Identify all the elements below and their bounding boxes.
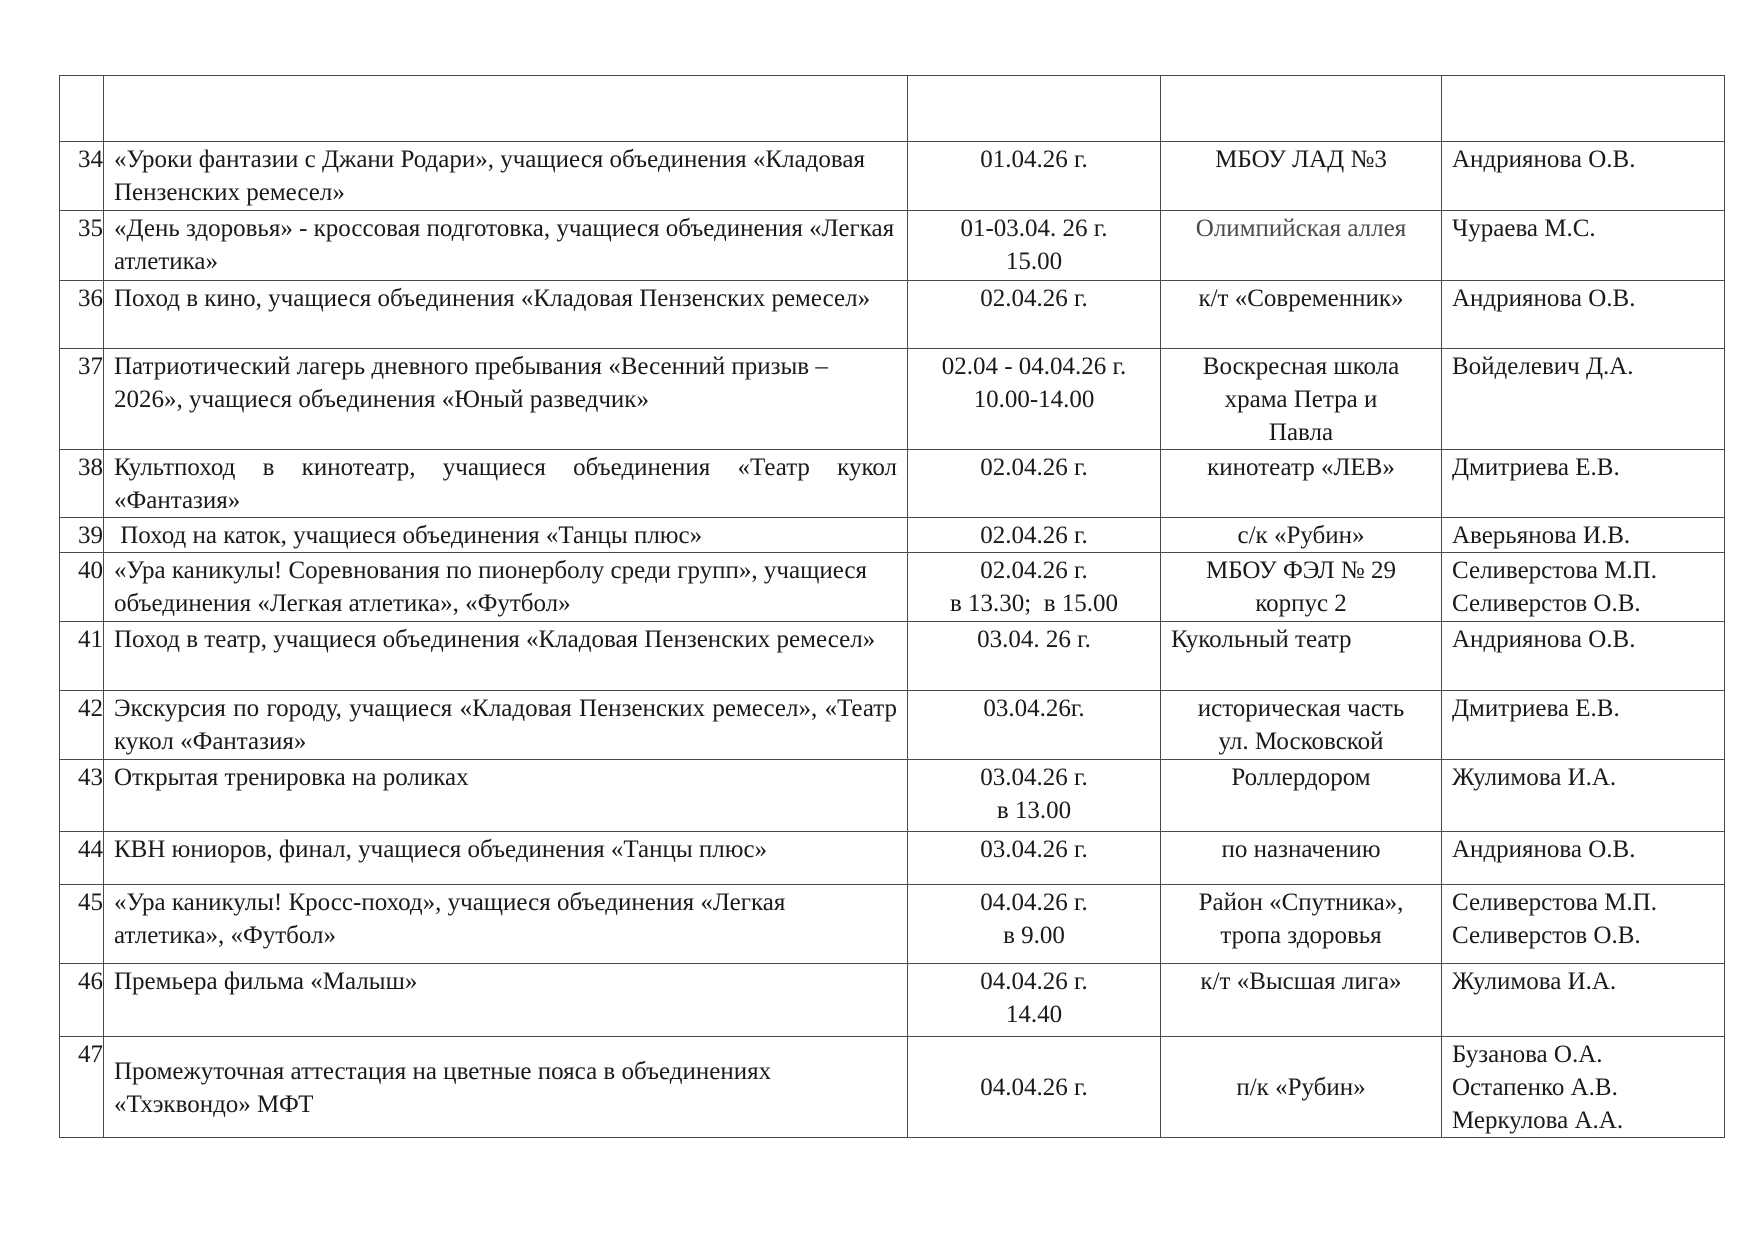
table-row (60, 885, 1725, 964)
event-description: Премьера фильма «Малыш» (104, 964, 908, 1037)
event-place: Воскресная школа храма Петра и Павла (1161, 349, 1442, 450)
event-description: Промежуточная аттестация на цветные пояса в объединениях «Тхэквондо» МФТ (104, 1037, 908, 1138)
event-date: 03.04.26 г. (908, 832, 1161, 885)
event-description: Культпоход в кинотеатр, учащиеся объединения «Театр кукол «Фантазия» (104, 450, 908, 518)
event-date: 01-03.04. 26 г. 15.00 (908, 211, 1161, 281)
event-responsible: Андриянова О.В. (1442, 142, 1725, 211)
row-number: 47 (60, 1037, 104, 1138)
table-row (60, 622, 1725, 691)
event-description: Патриотический лагерь дневного пребывания «Весенний призыв – 2026», учащиеся объединения «Юный разведчик» (104, 349, 908, 450)
event-description: Поход в кино, учащиеся объединения «Кладовая Пензенских ремесел» (104, 281, 908, 349)
row-number: 37 (60, 349, 104, 450)
event-responsible: Аверьянова И.В. (1442, 518, 1725, 553)
event-description: «Ура каникулы! Соревнования по пионерболу среди групп», учащиеся объединения «Легкая атлетика», «Футбол» (104, 553, 908, 622)
header-event-cell (104, 76, 908, 142)
event-date: 02.04.26 г. (908, 281, 1161, 349)
table-row (60, 142, 1725, 211)
row-number: 40 (60, 553, 104, 622)
event-date: 04.04.26 г. 14.40 (908, 964, 1161, 1037)
row-number: 39 (60, 518, 104, 553)
row-number: 38 (60, 450, 104, 518)
event-place: к/т «Высшая лига» (1161, 964, 1442, 1037)
event-description: Открытая тренировка на роликах (104, 760, 908, 832)
table-row (60, 691, 1725, 760)
event-date: 04.04.26 г. (908, 1037, 1161, 1138)
event-place: п/к «Рубин» (1161, 1037, 1442, 1138)
event-responsible: Бузанова О.А. Остапенко А.В. Меркулова А.А. (1442, 1037, 1725, 1138)
event-place: Район «Спутника», тропа здоровья (1161, 885, 1442, 964)
event-description: КВН юниоров, финал, учащиеся объединения «Танцы плюс» (104, 832, 908, 885)
table-row (60, 211, 1725, 281)
event-date: 03.04. 26 г. (908, 622, 1161, 691)
row-number: 45 (60, 885, 104, 964)
header-num-cell (60, 76, 104, 142)
event-place: Олимпийская аллея (1161, 211, 1442, 281)
row-number: 35 (60, 211, 104, 281)
header-date-cell (908, 76, 1161, 142)
event-responsible: Дмитриева Е.В. (1442, 450, 1725, 518)
event-responsible: Андриянова О.В. (1442, 832, 1725, 885)
row-number: 36 (60, 281, 104, 349)
event-place: Кукольный театр (1161, 622, 1442, 691)
event-place: Роллердором (1161, 760, 1442, 832)
event-description: «Уроки фантазии с Джани Родари», учащиеся объединения «Кладовая Пензенских ремесел» (104, 142, 908, 211)
event-description: «Ура каникулы! Кросс-поход», учащиеся объединения «Легкая атлетика», «Футбол» (104, 885, 908, 964)
table-row (60, 349, 1725, 450)
event-place: кинотеатр «ЛЕВ» (1161, 450, 1442, 518)
event-description: «День здоровья» - кроссовая подготовка, учащиеся объединения «Легкая атлетика» (104, 211, 908, 281)
events-table (59, 75, 1725, 1138)
table-row (60, 964, 1725, 1037)
event-description: Поход на каток, учащиеся объединения «Танцы плюс» (104, 518, 908, 553)
row-number: 42 (60, 691, 104, 760)
event-description: Поход в театр, учащиеся объединения «Кладовая Пензенских ремесел» (104, 622, 908, 691)
header-place-cell (1161, 76, 1442, 142)
event-date: 02.04.26 г. (908, 518, 1161, 553)
event-date: 02.04 - 04.04.26 г. 10.00-14.00 (908, 349, 1161, 450)
table-row (60, 450, 1725, 518)
event-date: 04.04.26 г. в 9.00 (908, 885, 1161, 964)
header-responsible-cell (1442, 76, 1725, 142)
table-row (60, 518, 1725, 553)
row-number: 41 (60, 622, 104, 691)
event-responsible: Андриянова О.В. (1442, 281, 1725, 349)
table-row (60, 281, 1725, 349)
event-place: историческая часть ул. Московской (1161, 691, 1442, 760)
event-description: Экскурсия по городу, учащиеся «Кладовая Пензенских ремесел», «Театр кукол «Фантазия» (104, 691, 908, 760)
row-number: 46 (60, 964, 104, 1037)
event-responsible: Селиверстова М.П. Селиверстов О.В. (1442, 885, 1725, 964)
event-date: 03.04.26 г. в 13.00 (908, 760, 1161, 832)
table-header-row (60, 76, 1725, 142)
event-responsible: Дмитриева Е.В. (1442, 691, 1725, 760)
table-row (60, 832, 1725, 885)
event-place: с/к «Рубин» (1161, 518, 1442, 553)
row-number: 43 (60, 760, 104, 832)
table-row (60, 760, 1725, 832)
event-date: 02.04.26 г. (908, 450, 1161, 518)
event-date: 01.04.26 г. (908, 142, 1161, 211)
event-responsible: Войделевич Д.А. (1442, 349, 1725, 450)
table-row (60, 1037, 1725, 1138)
event-responsible: Селиверстова М.П. Селиверстов О.В. (1442, 553, 1725, 622)
events-table-body (60, 76, 1725, 1138)
event-place: МБОУ ФЭЛ № 29 корпус 2 (1161, 553, 1442, 622)
event-responsible: Андриянова О.В. (1442, 622, 1725, 691)
event-responsible: Жулимова И.А. (1442, 760, 1725, 832)
table-row (60, 553, 1725, 622)
event-date: 02.04.26 г. в 13.30; в 15.00 (908, 553, 1161, 622)
event-place: к/т «Современник» (1161, 281, 1442, 349)
event-date: 03.04.26г. (908, 691, 1161, 760)
row-number: 34 (60, 142, 104, 211)
row-number: 44 (60, 832, 104, 885)
event-place: по назначению (1161, 832, 1442, 885)
event-responsible: Жулимова И.А. (1442, 964, 1725, 1037)
event-responsible: Чураева М.С. (1442, 211, 1725, 281)
event-place: МБОУ ЛАД №3 (1161, 142, 1442, 211)
